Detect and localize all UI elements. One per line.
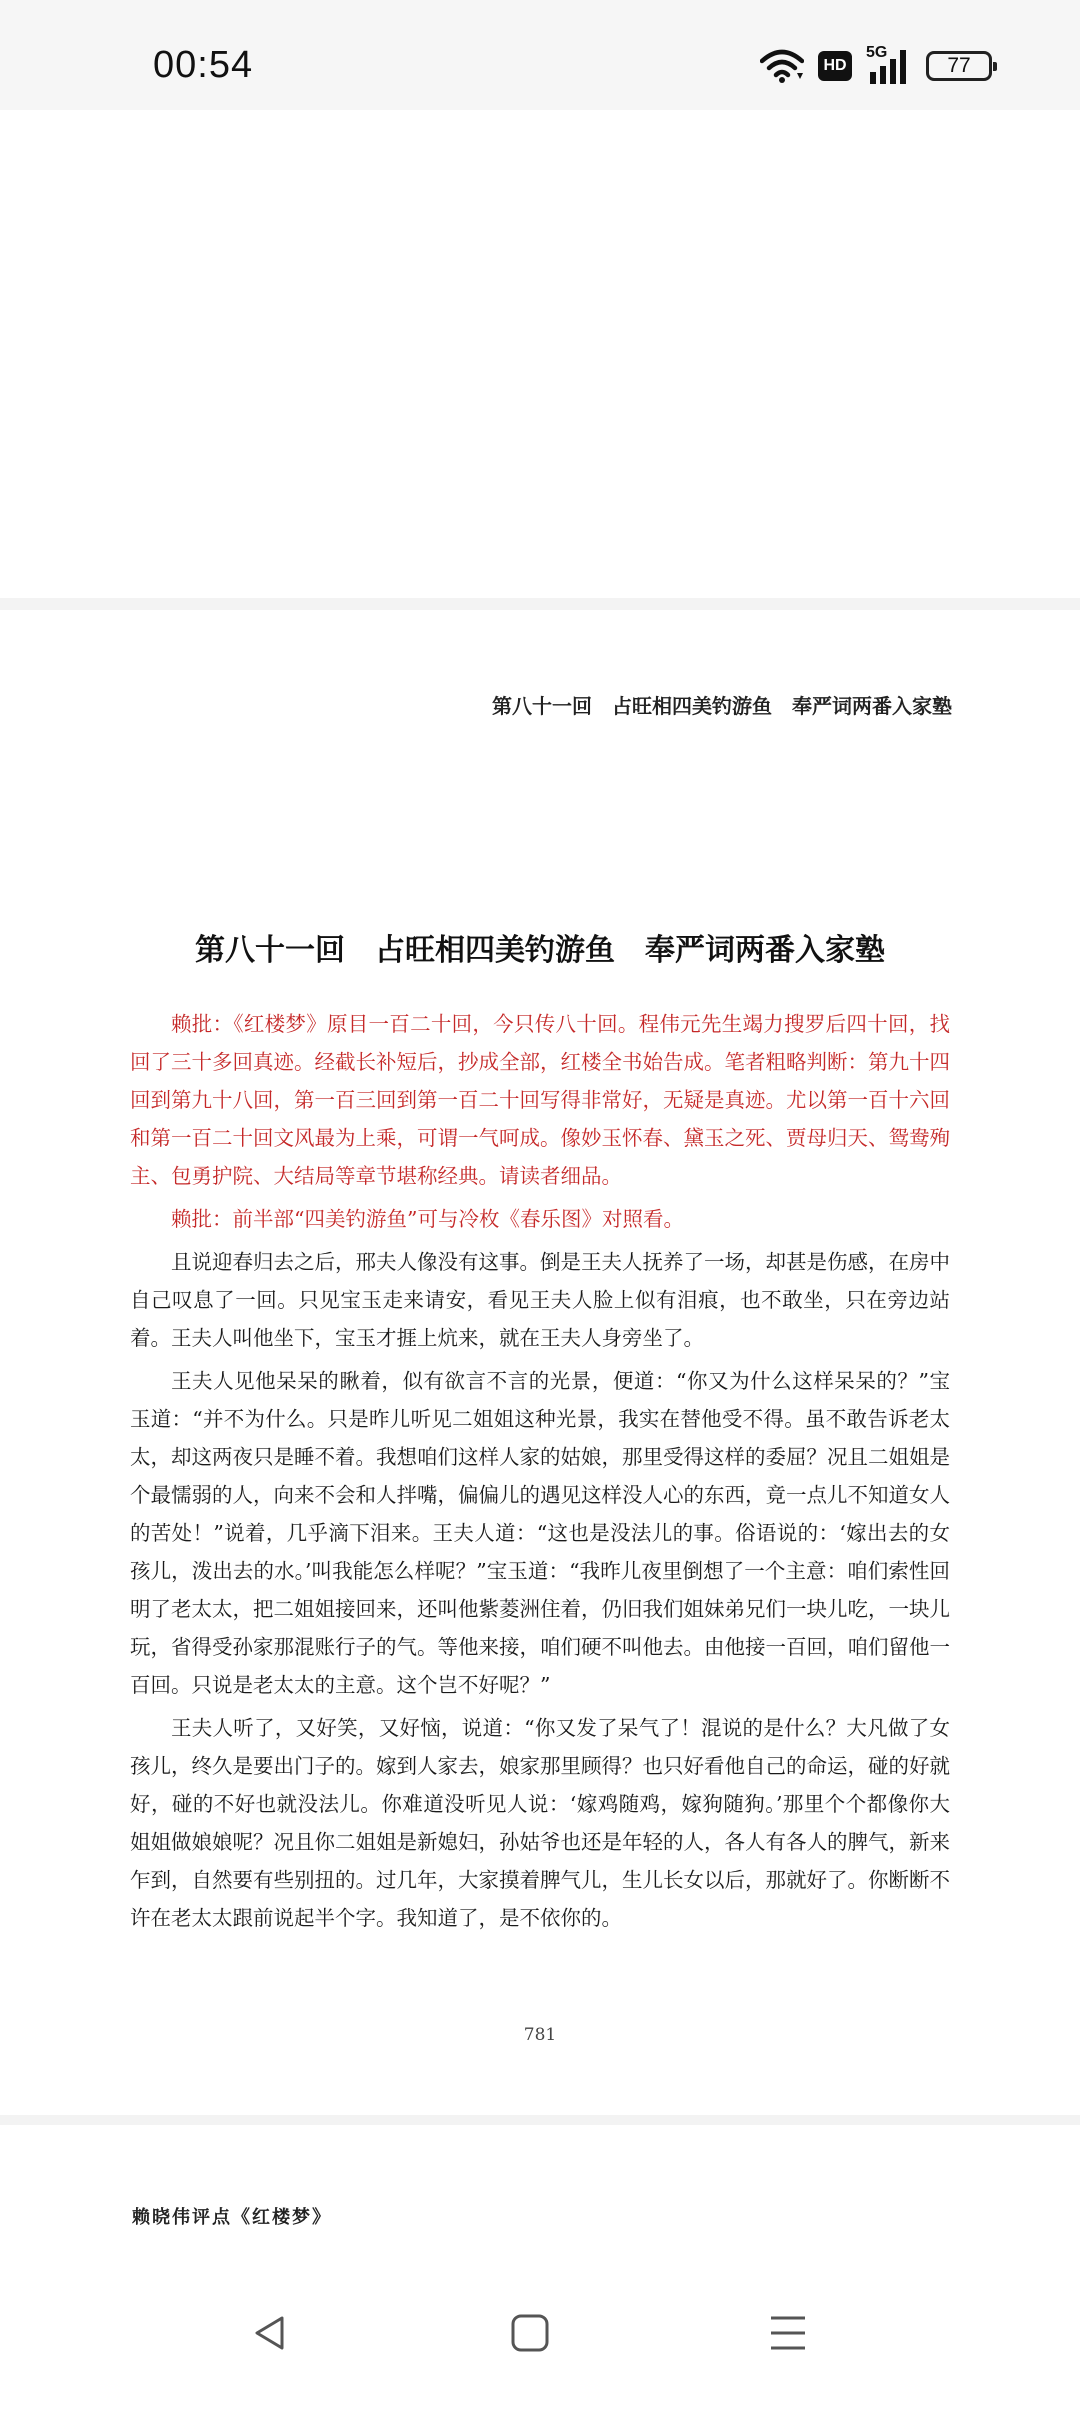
commentary-note: 赖批：前半部“四美钓游鱼”可与冷枚《春乐图》对照看。: [171, 1207, 684, 1231]
paragraph: 且说迎春归去之后，邢夫人像没有这事。倒是王夫人抚养了一场，却甚是伤感，在房中自己叹息了一回。只见宝玉走来请安，看见王夫人脸上似有泪痕，也不敢坐，只在旁边站着。王夫人叫他坐下，宝玉才捱上炕来，就在王夫人身旁坐了。: [130, 1250, 950, 1350]
chapter-title: 第八十一回 占旺相四美钓游鱼 奉严词两番入家塾: [195, 933, 885, 968]
status-time: 00:54: [153, 44, 254, 86]
back-button[interactable]: [230, 2293, 310, 2373]
battery-level: 77: [947, 54, 971, 77]
running-head: 第八十一回 占旺相四美钓游鱼 奉严词两番入家塾: [492, 694, 952, 718]
status-bar: [0, 0, 1080, 110]
network-type-label: 5G: [866, 44, 888, 61]
navigation-bar: [0, 2255, 1080, 2412]
next-book-page[interactable]: [0, 2125, 1080, 2255]
menu-button[interactable]: [748, 2293, 828, 2373]
book-page[interactable]: [0, 610, 1080, 2115]
chapter-body: [130, 1005, 950, 1942]
signal-5g-icon: [866, 46, 912, 86]
commentary-note: 赖批：《红楼梦》原目一百二十回，今只传八十回。程伟元先生竭力搜罗后四十回，找回了三十多回真迹。经截长补短后，抄成全部，红楼全书始告成。笔者粗略判断：第九十四回到第九十八回，第一百三回到第一百二十回写得非常好，无疑是真迹。尤以第一百十六回和第一百二十回文风最为上乘，可谓一气呵成。像妙玉怀春、黛玉之死、贾母归天、鸳鸯殉主、包勇护院、大结局等章节堪称经典。请读者细品。: [130, 1012, 950, 1188]
back-icon: [250, 2313, 290, 2353]
next-page-running-head: 赖晓伟评点《红楼梦》: [132, 2207, 332, 2228]
battery-indicator: [926, 51, 992, 81]
paragraph: 王夫人听了，又好笑，又好恼，说道：“你又发了呆气了！混说的是什么？大凡做了女孩儿，终久是要出门子的。嫁到人家去，娘家那里顾得？也只好看他自己的命运，碰的好就好，碰的不好也就没法儿。你难道没听见人说：‘嫁鸡随鸡，嫁狗随狗。’那里个个都像你大姐姐做娘娘呢？况且你二姐姐是新媳妇，孙姑爷也还是年轻的人，各人有各人的脾气，新来乍到，自然要有些别扭的。过几年，大家摸着脾气儿，生儿长女以后，那就好了。你断断不许在老太太跟前说起半个字。我知道了，是不依你的。: [130, 1716, 950, 1930]
paragraph: 王夫人见他呆呆的瞅着，似有欲言不言的光景，便道：“你又为什么这样呆呆的？”宝玉道：“并不为什么。只是昨儿听见二姐姐这种光景，我实在替他受不得。虽不敢告诉老太太，却这两夜只是睡不着。我想咱们这样人家的姑娘，那里受得这样的委屈？况且二姐姐是个最懦弱的人，向来不会和人拌嘴，偏偏儿的遇见这样没人心的东西，竟一点儿不知道女人的苦处！”说着，几乎滴下泪来。王夫人道：“这也是没法儿的事。俗语说的：‘嫁出去的女孩儿，泼出去的水。’叫我能怎么样呢？”宝玉道：“我昨儿夜里倒想了一个主意：咱们索性回明了老太太，把二姐姐接回来，还叫他紫菱洲住着，仍旧我们姐妹弟兄们一块儿吃，一块儿玩，省得受孙家那混账行子的气。等他来接，咱们硬不叫他去。由他接一百回，咱们留他一百回。只说是老太太的主意。这个岂不好呢？”: [130, 1369, 950, 1697]
status-icons: [760, 46, 992, 86]
wifi-icon: [760, 49, 804, 83]
reader-top-blank: [0, 110, 1080, 598]
hd-icon: HD: [818, 51, 852, 81]
home-button[interactable]: [490, 2293, 570, 2373]
menu-icon: [768, 2313, 808, 2353]
page-number: 781: [523, 2025, 557, 2045]
home-icon: [510, 2313, 550, 2353]
